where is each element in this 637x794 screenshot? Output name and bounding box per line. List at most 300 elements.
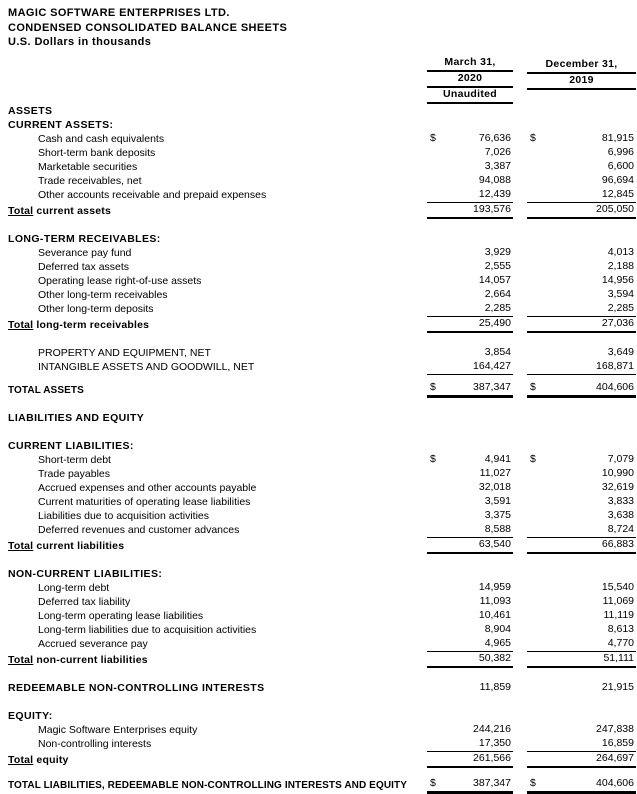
total-label-rest: equity [33,753,69,766]
total-label-rest: current assets [33,204,112,217]
caps-line-row [8,681,636,695]
column-gap [513,260,527,274]
spacer-cell [8,695,636,709]
column-gap [513,411,527,425]
column-gap [513,567,527,581]
amount: 21,915 [601,680,634,693]
row-label [8,651,427,667]
amount: 96,694 [601,173,634,186]
amount: 404,606 [596,776,634,789]
amount: 3,591 [484,494,511,507]
value-cell-2020 [427,537,513,553]
amount: 3,594 [607,287,634,300]
amount: 193,576 [473,202,511,215]
amount: 7,026 [484,145,511,158]
amount: 32,018 [478,480,511,493]
row-label: Other accounts receivable and prepaid expenses [38,189,267,201]
line-item-row [8,467,636,481]
spacer-row [8,218,636,232]
row-label: Deferred tax liability [38,595,131,608]
spacer-cell [8,218,636,232]
amount: 3,387 [484,159,511,172]
amount: 32,619 [601,480,634,493]
value-cell-2020 [427,567,513,581]
amount: 8,904 [484,622,511,635]
value-cell-2020 [427,346,513,360]
value-cell-2020 [427,260,513,274]
amount: 244,216 [473,722,511,735]
value-cell-2019 [527,316,636,332]
amount: 8,588 [484,522,511,535]
amount: 4,941 [484,452,511,465]
grand-total-row [8,381,636,397]
line-item-row [8,260,636,274]
section-row [8,104,636,118]
column-gap [513,453,527,467]
row-label: Accrued expenses and other accounts payable [38,481,257,494]
col2-empty-line [527,90,636,104]
amount: 4,770 [607,636,634,649]
spacer-cell [8,397,636,411]
value-cell-2019 [527,453,636,467]
value-cell-2020 [427,637,513,652]
section-row [8,411,636,425]
value-cell-2019 [527,595,636,609]
value-cell-2020 [427,453,513,467]
spacer-cell [8,374,636,381]
amount: 14,956 [601,273,634,286]
column-gap [513,709,527,723]
value-cell-2019 [527,104,636,118]
value-cell-2020 [427,202,513,218]
amount: 4,013 [607,245,634,258]
column-gap [513,737,527,752]
amount: 6,996 [607,145,634,158]
value-cell-2019 [527,681,636,695]
value-cell-2019 [527,777,636,793]
dollar-sign: $ [430,452,436,465]
dollar-sign: $ [430,776,436,789]
column-gap [513,509,527,523]
row-label: Marketable securities [38,160,138,173]
value-cell-2020 [427,174,513,188]
amount: 11,093 [479,594,511,607]
amount: 94,088 [478,173,511,186]
row-label: Long-term operating lease liabilities [38,609,204,622]
spacer-row [8,553,636,567]
column-gap [513,174,527,188]
value-cell-2019 [527,288,636,302]
row-label: TOTAL ASSETS [8,384,84,396]
value-cell-2020 [427,609,513,623]
amount: 6,600 [607,159,634,172]
value-cell-2019 [527,346,636,360]
amount: 8,613 [607,622,634,635]
amount: 50,382 [478,651,511,664]
row-label [8,537,427,553]
column-gap [513,360,527,375]
spacer-cell [8,553,636,567]
spacer-cell [8,667,636,681]
balance-sheet-body [8,104,636,793]
row-label: Severance pay fund [38,246,132,259]
row-label: Deferred revenues and customer advances [38,524,240,536]
row-label: LONG-TERM RECEIVABLES: [8,232,161,245]
row-label: Other long-term deposits [38,303,154,315]
dollar-sign: $ [430,131,436,144]
line-item-row [8,346,636,360]
value-cell-2019 [527,160,636,174]
amount: 3,649 [607,345,634,358]
row-label: Accrued severance pay [38,638,148,650]
line-item-row [8,146,636,160]
line-item-row [8,637,636,652]
col1-year-line: 2020 [427,72,513,88]
amount: 76,636 [478,131,511,144]
amount: 63,540 [478,537,511,550]
amount: 247,838 [596,722,634,735]
value-cell-2019 [527,709,636,723]
amount: 2,664 [484,287,511,300]
units-label: U.S. Dollars in thousands [8,36,152,48]
row-label: Long-term liabilities due to acquisition activities [38,623,257,636]
spacer-row [8,425,636,439]
amount: 8,724 [607,522,634,535]
column-gap [513,595,527,609]
row-label: CURRENT LIABILITIES: [8,439,134,452]
amount: 404,606 [596,381,634,393]
value-cell-2019 [527,495,636,509]
amount: 11,859 [479,680,511,693]
value-cell-2020 [427,302,513,317]
amount: 51,111 [603,651,634,664]
line-item-row [8,723,636,737]
value-cell-2020 [427,316,513,332]
amount: 3,638 [607,508,634,521]
value-cell-2020 [427,381,513,397]
column-gap [513,232,527,246]
row-label: Deferred tax assets [38,260,130,273]
total-word: Total [8,539,34,552]
spacer-row [8,667,636,681]
line-item-row [8,623,636,637]
total-row [8,751,636,767]
column-gap [513,623,527,637]
col1-date-line: March 31, [427,56,513,72]
col2-year-line: 2019 [527,74,636,90]
value-cell-2019 [527,202,636,218]
amount: 264,697 [596,751,634,764]
value-cell-2020 [427,623,513,637]
value-cell-2019 [527,567,636,581]
row-label: ASSETS [8,104,53,117]
row-label: LIABILITIES AND EQUITY [8,411,145,424]
column-gap [513,288,527,302]
amount: 3,833 [607,494,634,507]
amount: 3,929 [484,245,511,258]
line-item-row [8,132,636,146]
value-cell-2020 [427,274,513,288]
value-cell-2019 [527,174,636,188]
dollar-sign: $ [530,381,536,393]
value-cell-2019 [527,188,636,203]
balance-sheet-table [8,56,636,794]
row-label: Liabilities due to acquisition activities [38,509,210,522]
line-item-row [8,302,636,317]
amount: 11,069 [602,594,634,607]
amount: 164,427 [473,359,511,372]
line-item-row [8,288,636,302]
value-cell-2020 [427,595,513,609]
spacer-row [8,332,636,346]
amount: 25,490 [478,316,511,329]
line-item-row [8,523,636,538]
value-cell-2020 [427,288,513,302]
spacer-row [8,374,636,381]
label-column-header [8,56,427,104]
total-word: Total [8,653,34,666]
column-gap [513,160,527,174]
value-cell-2019 [527,623,636,637]
row-label: Other long-term receivables [38,288,168,301]
total-label-rest: current liabilities [33,539,125,552]
total-row [8,537,636,553]
value-cell-2020 [427,723,513,737]
column-gap [513,467,527,481]
total-word: Total [8,204,34,217]
row-label: Non-controlling interests [38,738,152,750]
value-cell-2020 [427,651,513,667]
line-item-row [8,188,636,203]
column-gap [513,637,527,652]
amount: 66,883 [601,537,634,550]
row-label: CURRENT ASSETS: [8,118,114,131]
section-row [8,439,636,453]
col2-date-line: December 31, [527,58,636,74]
line-item-row [8,481,636,495]
spacer-cell [8,332,636,346]
total-row [8,202,636,218]
value-cell-2020 [427,232,513,246]
value-cell-2019 [527,467,636,481]
amount: 4,965 [484,636,511,649]
spacer-row [8,397,636,411]
value-cell-2019 [527,274,636,288]
line-item-row [8,509,636,523]
row-label: NON-CURRENT LIABILITIES: [8,567,163,580]
column-gap [513,118,527,132]
value-cell-2019 [527,723,636,737]
amount: 7,079 [607,452,634,465]
value-cell-2019 [527,132,636,146]
column-headers-row [8,56,636,104]
row-label: INTANGIBLE ASSETS AND GOODWILL, NET [38,361,255,373]
col1-audit-status: Unaudited [427,88,513,104]
row-label [8,751,427,767]
column-gap [513,188,527,203]
total-row [8,651,636,667]
column-gap [513,751,527,767]
value-cell-2019 [527,509,636,523]
value-cell-2020 [427,188,513,203]
line-item-row [8,453,636,467]
column-gap [513,146,527,160]
column-header-2019 [527,56,636,104]
amount: 3,854 [484,345,511,358]
spacer-cell [8,425,636,439]
company-name: MAGIC SOFTWARE ENTERPRISES LTD. [8,7,230,19]
value-cell-2019 [527,651,636,667]
row-label: TOTAL LIABILITIES, REDEEMABLE NON-CONTROLLING INTERESTS AND EQUITY [8,780,408,791]
row-label: EQUITY: [8,709,53,722]
line-item-row [8,595,636,609]
line-item-row [8,160,636,174]
column-gap [513,609,527,623]
row-label: REDEEMABLE NON-CONTROLLING INTERESTS [8,681,265,694]
row-label: Long-term debt [38,581,110,594]
value-cell-2020 [427,118,513,132]
amount: 14,959 [478,580,511,593]
amount: 15,540 [601,580,634,593]
row-label: PROPERTY AND EQUIPMENT, NET [38,346,211,359]
row-label [8,316,427,332]
column-gap [513,104,527,118]
line-item-row [8,174,636,188]
value-cell-2020 [427,681,513,695]
section-row [8,118,636,132]
value-cell-2020 [427,777,513,793]
value-cell-2019 [527,260,636,274]
spacer-row [8,695,636,709]
column-gap [513,202,527,218]
total-word: Total [8,318,34,331]
line-item-row [8,360,636,375]
row-label: Magic Software Enterprises equity [38,723,198,736]
row-label: Operating lease right-of-use assets [38,274,202,287]
row-label: Current maturities of operating lease liabilities [38,495,251,508]
amount: 2,285 [607,301,634,314]
value-cell-2020 [427,581,513,595]
column-gap [513,346,527,360]
value-cell-2019 [527,411,636,425]
value-cell-2019 [527,302,636,317]
dollar-sign: $ [530,776,536,789]
value-cell-2020 [427,509,513,523]
spacer-row [8,767,636,777]
value-cell-2020 [427,439,513,453]
column-gap [513,523,527,538]
line-item-row [8,246,636,260]
grand-total-row [8,777,636,793]
document-header [8,6,637,50]
amount: 12,845 [601,187,634,200]
value-cell-2020 [427,132,513,146]
row-label: Short-term bank deposits [38,146,156,159]
column-gap [513,581,527,595]
column-gap [513,681,527,695]
column-gap [513,56,527,104]
value-cell-2019 [527,246,636,260]
amount: 17,350 [478,736,511,749]
value-cell-2020 [427,104,513,118]
column-gap [513,537,527,553]
column-header-2020 [427,56,513,104]
column-gap [513,381,527,397]
column-gap [513,439,527,453]
amount: 14,057 [478,273,511,286]
row-label: Trade receivables, net [38,174,142,187]
dollar-sign: $ [530,452,536,465]
amount: 81,915 [601,131,634,144]
column-gap [513,274,527,288]
amount: 12,439 [478,187,511,200]
section-row [8,567,636,581]
amount: 27,036 [601,316,634,329]
column-gap [513,132,527,146]
value-cell-2019 [527,737,636,752]
dollar-sign: $ [430,381,436,393]
column-gap [513,651,527,667]
total-label-rest: non-current liabilities [33,653,148,666]
line-item-row [8,737,636,752]
line-item-row [8,581,636,595]
amount: 3,375 [484,508,511,521]
row-label: Short-term debt [38,453,111,466]
line-item-row [8,609,636,623]
amount: 2,188 [607,259,634,272]
value-cell-2020 [427,751,513,767]
value-cell-2020 [427,160,513,174]
value-cell-2020 [427,737,513,752]
section-row [8,232,636,246]
amount: 16,859 [601,736,634,749]
value-cell-2019 [527,146,636,160]
value-cell-2020 [427,467,513,481]
column-gap [513,302,527,317]
value-cell-2019 [527,537,636,553]
value-cell-2019 [527,581,636,595]
value-cell-2019 [527,637,636,652]
value-cell-2019 [527,232,636,246]
amount: 2,555 [484,259,511,272]
value-cell-2019 [527,118,636,132]
spacer-cell [8,767,636,777]
column-gap [513,316,527,332]
amount: 168,871 [596,359,634,372]
document-title: CONDENSED CONSOLIDATED BALANCE SHEETS [8,21,288,34]
value-cell-2019 [527,751,636,767]
amount: 11,027 [479,466,511,479]
dollar-sign: $ [530,131,536,144]
amount: 205,050 [596,202,634,215]
column-gap [513,495,527,509]
amount: 10,461 [478,608,511,621]
row-label: Trade payables [38,467,110,480]
amount: 10,990 [601,466,634,479]
value-cell-2019 [527,360,636,375]
value-cell-2020 [427,411,513,425]
value-cell-2019 [527,381,636,397]
amount: 387,347 [473,776,511,789]
amount: 2,285 [484,301,511,314]
line-item-row [8,274,636,288]
row-label: Cash and cash equivalents [38,132,165,145]
line-item-row [8,495,636,509]
value-cell-2020 [427,360,513,375]
amount: 11,119 [603,608,634,621]
column-gap [513,723,527,737]
amount: 261,566 [473,751,511,764]
